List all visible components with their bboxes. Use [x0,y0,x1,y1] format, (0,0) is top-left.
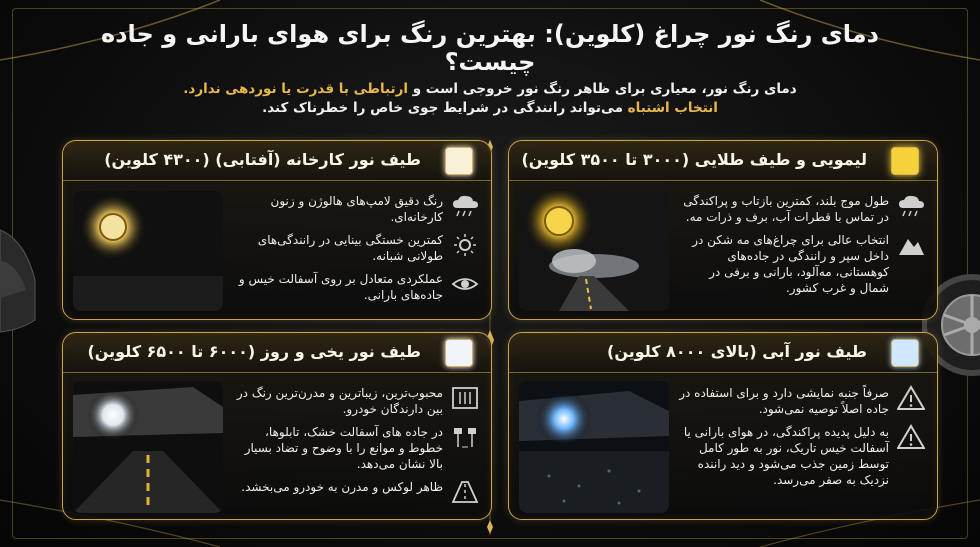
panel-title: طیف نور کارخانه (آفتابی) (۴۳۰۰ کلوین) [104,150,421,169]
panel-bullets [231,193,481,310]
warning-icon [895,385,927,411]
color-swatch-factory [445,147,473,175]
bullet-text: رنگ دقیق لامپ‌های هالوژن و زنون کارخانه‌ای. [270,194,443,224]
intro-line-2 [150,99,830,118]
panel-bullets [677,385,927,495]
color-swatch-blue [891,339,919,367]
panel-title: لیمویی و طیف طلایی (۳۰۰۰ تا ۳۵۰۰ کلوین) [521,150,867,169]
road-icon [449,479,481,505]
bullet-text: در جاده های آسفالت خشک، تابلوها، خطوط و موانع را با وضوح و تضاد بسیار بالا نشان می‌دهد. [244,425,443,471]
intro-line-2-highlight: انتخاب اشتباه [627,100,718,116]
rain-cloud-icon [449,193,481,219]
warning-icon [895,424,927,450]
panel-title: طیف نور یخی و روز (۶۰۰۰ تا ۶۵۰۰ کلوین) [87,342,421,361]
panel-header [509,141,937,181]
panel-blue [508,332,938,520]
intro-line-1-text: دمای رنگ نور، معیاری برای ظاهر رنگ نور خروجی است و [408,81,797,97]
list-item [677,385,927,417]
color-swatch-white [445,339,473,367]
intro-line-1-highlight: ارتباطی با قدرت یا نوردهی ندارد. [183,81,409,97]
list-item [231,271,481,303]
panel-bullets [231,385,481,512]
list-item [677,424,927,488]
list-item [677,232,927,296]
white-headlight-image [73,381,223,513]
road-signs-icon [449,385,481,411]
bullet-text: عملکردی متعادل بر روی آسفالت خیس و جاده‌های بارانی. [238,272,443,302]
panel-header [509,333,937,373]
panel-title: طیف نور آبی (بالای ۸۰۰۰ کلوین) [607,342,867,361]
bullet-text: صرفاً جنبه نمایشی دارد و برای استفاده در جاده اصلاً توصیه نمی‌شود. [679,386,889,416]
list-item [231,424,481,472]
bullet-text: ظاهر لوکس و مدرن به خودرو می‌بخشد. [241,480,443,494]
list-item [231,232,481,264]
car-silhouette-left [0,220,40,340]
page-title: دمای رنگ نور چراغ (کلوین): بهترین رنگ برای هوای بارانی و جاده چیست؟ [101,20,879,76]
list-item [231,193,481,225]
intro-line-1 [150,80,830,99]
list-item [231,385,481,417]
panel-factory-sunny [62,140,492,320]
bullet-text: به دلیل پدیده پراکندگی، در هوای بارانی یا آسفالت خیس تاریک، نور به طور کامل توسط زمین جذب می‌شود و دید راننده نزدیک به صفر می‌رسد. [683,425,889,487]
intro-line-2-text: می‌تواند رانندگی در شرایط جوی خاص را خطرناک کند. [262,100,628,116]
panel-icy-daylight [62,332,492,520]
mountain-icon [895,232,927,258]
list-item [677,193,927,225]
headlamp-image [73,191,223,311]
panel-header [63,141,491,181]
color-swatch-yellow [891,147,919,175]
bullet-text: محبوب‌ترین، زیباترین و مدرن‌ترین رنگ در بین دارندگان خودرو. [236,386,443,416]
panel-bullets [677,193,927,303]
bullet-text: کمترین خستگی بینایی در رانندگی‌های طولانی شبانه. [257,233,443,263]
traffic-sign-icon [449,424,481,450]
fog-lamp-image [519,191,669,311]
panel-header [63,333,491,373]
rain-cloud-icon [895,193,927,219]
panel-yellow-golden [508,140,938,320]
intro-text [150,80,830,118]
sun-icon [449,232,481,258]
eye-icon [449,271,481,297]
bullet-text: انتخاب عالی برای چراغ‌های مه شکن در داخل سپر و رانندگی در جاده‌های کوهستانی، مه‌آلود، بارانی و برفی در شمال و غرب کشور. [692,233,889,295]
list-item [231,479,481,505]
bullet-text: طول موج بلند، کمترین بازتاب و پراکندگی در تماس با قطرات آب، برف و ذرات مه. [683,194,889,224]
blue-headlight-image [519,381,669,513]
